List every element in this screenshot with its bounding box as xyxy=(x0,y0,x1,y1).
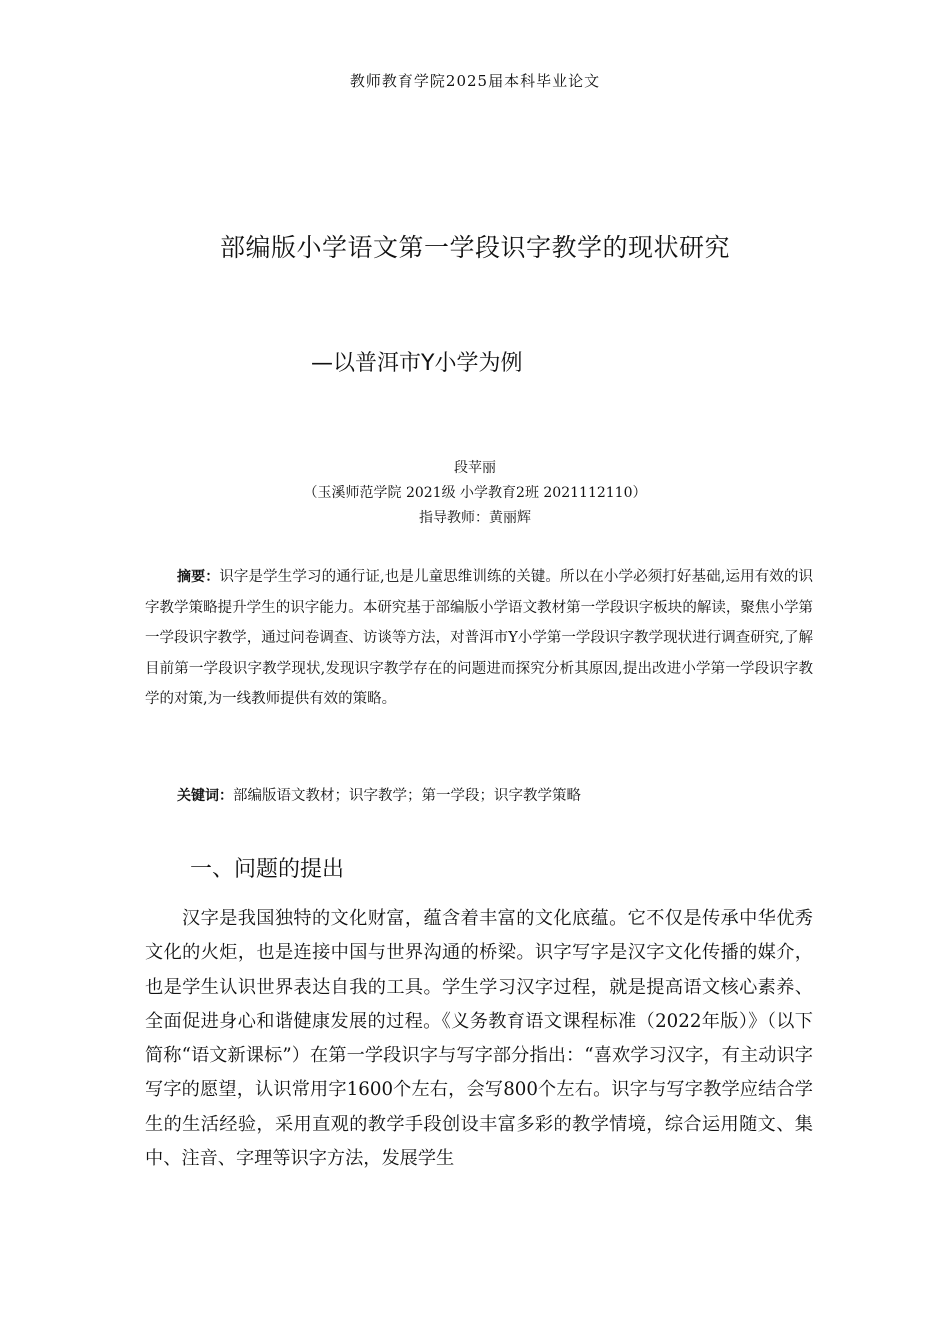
keywords xyxy=(177,784,581,805)
running-header: 教师教育学院2025届本科毕业论文 xyxy=(349,72,601,90)
author-affiliation: （玉溪师范学院 2021级 小学教育2班 2021112110） xyxy=(303,485,647,501)
section-paragraph: 汉字是我国独特的文化财富，蕴含着丰富的文化底蕴。它不仅是传承中华优秀文化的火炬，也是连接中国与世界沟通的桥梁。识字写字是汉字文化传播的媒介，也是学生认识世界表达自我的工具。学生学习汉字过程，就是提高语文核心素养、全面促进身心和谐健康发展的过程。《义务教育语文课程标准（2022年版）》（以下简称“语文新课标”）在第一学段识字与写字部分指出：“喜欢学习汉字，有主动识字写字的愿望，认识常用字1600个左右，会写800个左右。识字与写字教学应结合学生的生活经验，采用直观的教学手段创设丰富多彩的教学情境，综合运用随文、集中、注音、字理等识字方法，发展学生 xyxy=(145,908,813,1170)
paper-subtitle: —以普洱市Y小学为例 xyxy=(311,351,523,376)
abstract xyxy=(145,562,813,715)
section-heading: 一、问题的提出 xyxy=(190,857,345,882)
abstract-label: 摘要： xyxy=(177,569,220,585)
advisor-name: 指导教师：黄丽辉 xyxy=(419,510,531,526)
author-name: 段苹丽 xyxy=(454,460,496,476)
keywords-text: 部编版语文教材；识字教学；第一学段；识字教学策略 xyxy=(233,788,581,804)
paper-title: 部编版小学语文第一学段识字教学的现状研究 xyxy=(219,233,730,262)
keywords-label: 关键词： xyxy=(177,788,233,804)
abstract-text: 识字是学生学习的通行证,也是儿童思维训练的关键。所以在小学必须打好基础,运用有效的识字教学策略提升学生的识字能力。本研究基于部编版小学语文教材第一学段识字板块的解读，聚焦小学第一学段识字教学，通过问卷调查、访谈等方法，对普洱市Y小学第一学段识字教学现状进行调查研究,了解目前第一学段识字教学现状,发现识字教学存在的问题进而探究分析其原因,提出改进小学第一学段识字教学的对策,为一线教师提供有效的策略。 xyxy=(145,569,813,708)
author-block xyxy=(0,456,950,531)
